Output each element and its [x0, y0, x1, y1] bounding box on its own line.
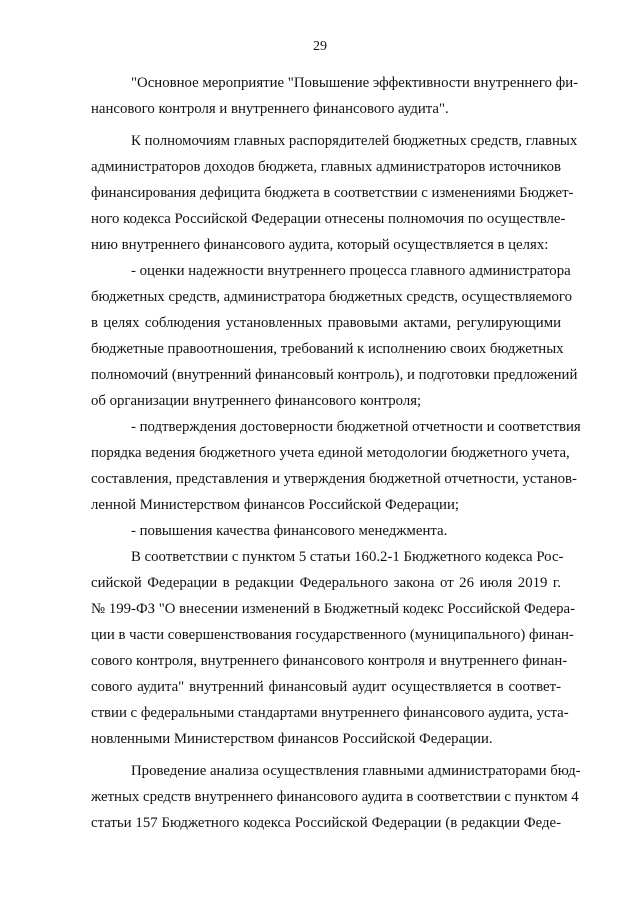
- paragraph-line: сового контроля, внутреннего финансового контроля и внутреннего финан-: [91, 653, 568, 669]
- paragraph-line: - повышения качества финансового менеджмента.: [131, 523, 448, 539]
- heading-line: "Основное мероприятие "Повышение эффективности внутреннего фи-: [131, 75, 579, 91]
- paragraph-line: ленной Министерством финансов Российской Федерации;: [91, 497, 459, 513]
- paragraph-line: - оценки надежности внутреннего процесса главного администратора: [131, 263, 571, 279]
- section-heading: [91, 70, 579, 122]
- paragraph-line: жетных средств внутреннего финансового аудита в соответствии с пунктом 4: [91, 789, 579, 805]
- paragraph-line: ции в части совершенствования государственного (муниципального) финан-: [91, 627, 574, 643]
- paragraph-line: - подтверждения достоверности бюджетной отчетности и соответствия: [131, 419, 581, 435]
- paragraph-line: бюджетных средств, администратора бюджетных средств, осуществляемого: [91, 289, 572, 305]
- list-item: [91, 258, 578, 414]
- heading-line: нансового контроля и внутреннего финансового аудита".: [91, 101, 449, 117]
- paragraph-line: новленными Министерством финансов Российской Федерации.: [91, 731, 493, 747]
- page-body: [91, 70, 581, 836]
- paragraph: [91, 128, 578, 258]
- paragraph-line: администраторов доходов бюджета, главных администраторов источников: [91, 159, 561, 175]
- paragraph-line: ствии с федеральными стандартами внутреннего финансового аудита, уста-: [91, 705, 569, 721]
- paragraph-line: полномочий (внутренний финансовый контроль), и подготовки предложений: [91, 367, 578, 383]
- paragraph-line: в целях соблюдения установленных правовыми актами, регулирующими: [91, 315, 561, 331]
- page-number: 29: [313, 39, 327, 54]
- paragraph-line: порядка ведения бюджетного учета единой методологии бюджетного учета,: [91, 445, 570, 461]
- paragraph-line: К полномочиям главных распорядителей бюджетных средств, главных: [131, 133, 578, 149]
- paragraph-line: статьи 157 Бюджетного кодекса Российской Федерации (в редакции Феде-: [91, 815, 561, 831]
- paragraph-line: составления, представления и утверждения бюджетной отчетности, установ-: [91, 471, 577, 487]
- paragraph: [91, 544, 576, 752]
- paragraph-line: сового аудита" внутренний финансовый аудит осуществляется в соответ-: [91, 679, 561, 695]
- paragraph-line: В соответствии с пунктом 5 статьи 160.2-1 Бюджетного кодекса Рос-: [131, 549, 564, 565]
- paragraph-line: об организации внутреннего финансового контроля;: [91, 393, 422, 409]
- paragraph-line: Проведение анализа осуществления главными администраторами бюд-: [131, 763, 581, 779]
- paragraph-line: финансирования дефицита бюджета в соответствии с изменениями Бюджет-: [91, 185, 574, 201]
- paragraph-line: ного кодекса Российской Федерации отнесены полномочия по осуществле-: [91, 211, 566, 227]
- list-item: [91, 518, 561, 544]
- paragraph: [91, 758, 581, 836]
- paragraph-line: бюджетные правоотношения, требований к исполнению своих бюджетных: [91, 341, 564, 357]
- paragraph-line: сийской Федерации в редакции Федерального закона от 26 июля 2019 г.: [91, 575, 561, 591]
- paragraph-line: № 199-ФЗ "О внесении изменений в Бюджетный кодекс Российской Федера-: [91, 601, 576, 617]
- list-item: [91, 414, 581, 518]
- paragraph-line: нию внутреннего финансового аудита, который осуществляется в целях:: [91, 237, 549, 253]
